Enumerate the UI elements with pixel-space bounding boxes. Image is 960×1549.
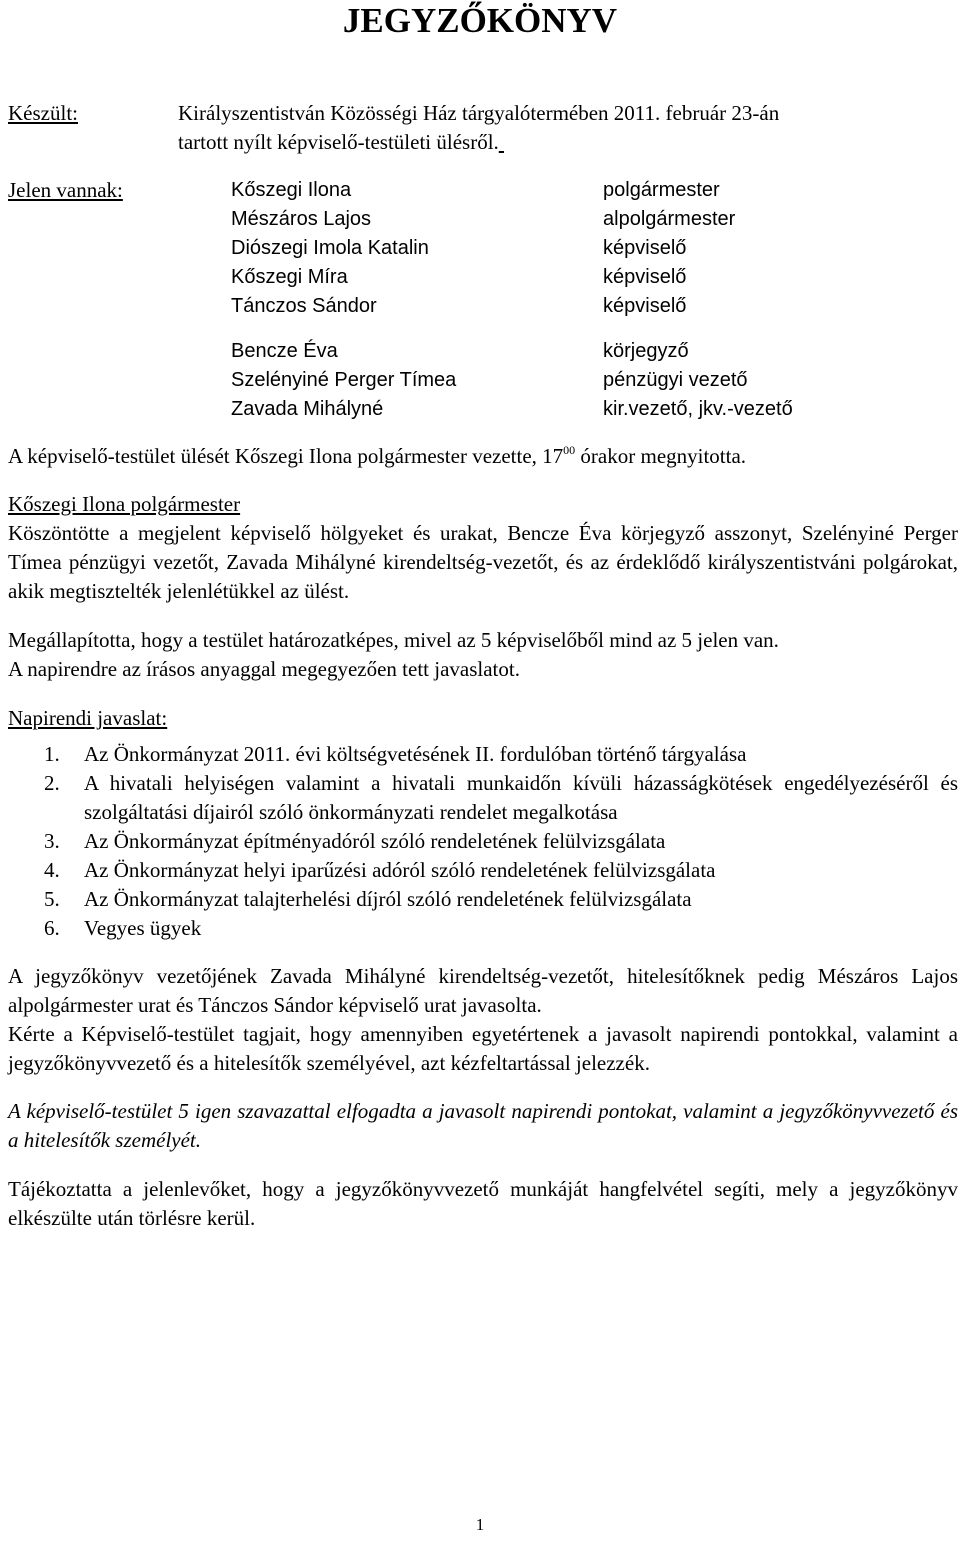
speaker-heading: Kőszegi Ilona polgármester xyxy=(8,492,241,516)
opening-text-end: órakor megnyitotta. xyxy=(575,444,747,468)
agenda-list xyxy=(8,740,958,943)
keszult-line-2-wrap xyxy=(178,128,504,157)
present-label: Jelen vannak: xyxy=(8,178,123,202)
request-paragraph: Kérte a Képviselő-testület tagjait, hogy amennyiben egyetértenek a javasolt napirendi pontokkal, valamint a jegyzőkönyvvezető és a hitelesítők személyével, azt kézfeltartással jelezzék. xyxy=(8,1022,958,1075)
agenda-item-number: 2. xyxy=(44,771,60,795)
agenda-item-number: 4. xyxy=(44,858,60,882)
member-role: képviselő xyxy=(603,295,687,317)
page-number: 1 xyxy=(475,1515,485,1534)
resolution-paragraph: A képviselő-testület 5 igen szavazattal elfogadta a javasolt napirendi pontokat, valamint a jegyzőkönyvvezető és a hitelesítők személyét. xyxy=(8,1099,958,1152)
quorum-line-1: Megállapította, hogy a testület határozatképes, mivel az 5 képviselőből mind az 5 jelen van. xyxy=(8,628,779,652)
agenda-item xyxy=(8,856,958,885)
document-title: JEGYZŐKÖNYV xyxy=(342,1,618,40)
staff-role: körjegyző xyxy=(603,340,689,362)
agenda-item-number: 1. xyxy=(44,742,60,766)
minutes-paragraph: A jegyzőkönyv vezetőjének Zavada Mihályné kirendeltség-vezetőt, hitelesítőknek pedig Mészáros Lajos alpolgármester urat és Tánczos Sándor képviselő urat javasolta. xyxy=(8,964,958,1017)
agenda-item-text: Az Önkormányzat 2011. évi költségvetésének II. fordulóban történő tárgyalása xyxy=(84,742,747,766)
agenda-item xyxy=(8,740,958,769)
member-name: Kőszegi Ilona xyxy=(231,179,352,201)
trailing-underline xyxy=(499,130,504,154)
member-name: Diószegi Imola Katalin xyxy=(231,237,429,259)
staff-name: Bencze Éva xyxy=(231,340,338,362)
staff-role: pénzügyi vezető xyxy=(603,369,748,391)
agenda-item-text: A hivatali helyiségen valamint a hivatali munkaidőn kívüli házasságkötések engedélyezéséről és szolgáltatási díjairól szóló önkormányzati rendelet megalkotása xyxy=(84,771,958,824)
member-name: Tánczos Sándor xyxy=(231,295,377,317)
agenda-item xyxy=(8,827,958,856)
member-role: alpolgármester xyxy=(603,208,736,230)
recording-paragraph: Tájékoztatta a jelenlevőket, hogy a jegyzőkönyvvezető munkáját hangfelvétel segíti, mely a jegyzőkönyv elkészülte után törlésre kerül. xyxy=(8,1177,958,1230)
opening-text: A képviselő-testület ülését Kőszegi Ilona polgármester vezette, 17 xyxy=(8,444,564,468)
welcome-paragraph: Köszöntötte a megjelent képviselő hölgyeket és urakat, Bencze Éva körjegyző asszonyt, Szelényiné Perger Tímea pénzügyi vezetőt, Zavada Mihályné kirendeltség-vezetőt, és az érdeklődő királyszentistváni polgárokat, akik megtisztelték jelenlétükkel az ülést. xyxy=(8,521,958,603)
quorum-line-2: A napirendre az írásos anyaggal megegyezően tett javaslatot. xyxy=(8,657,520,681)
member-name: Mészáros Lajos xyxy=(231,208,372,230)
agenda-item xyxy=(8,769,958,827)
agenda-item-number: 6. xyxy=(44,916,60,940)
opening-line xyxy=(8,442,746,471)
member-role: képviselő xyxy=(603,266,687,288)
staff-name: Szelényiné Perger Tímea xyxy=(231,369,457,391)
agenda-item-text: Az Önkormányzat helyi iparűzési adóról szóló rendeletének felülvizsgálata xyxy=(84,858,716,882)
agenda-item-number: 3. xyxy=(44,829,60,853)
agenda-item-number: 5. xyxy=(44,887,60,911)
agenda-item-text: Az Önkormányzat építményadóról szóló rendeletének felülvizsgálata xyxy=(84,829,666,853)
agenda-heading: Napirendi javaslat: xyxy=(8,706,168,730)
member-name: Kőszegi Míra xyxy=(231,266,348,288)
member-role: képviselő xyxy=(603,237,687,259)
member-role: polgármester xyxy=(603,179,720,201)
keszult-line-1: Királyszentistván Közösségi Ház tárgyalótermében 2011. február 23-án xyxy=(178,101,780,125)
keszult-label: Készült: xyxy=(8,101,78,125)
agenda-item-text: Az Önkormányzat talajterhelési díjról szóló rendeletének felülvizsgálata xyxy=(84,887,692,911)
agenda-item-text: Vegyes ügyek xyxy=(84,916,202,940)
agenda-item xyxy=(8,885,958,914)
opening-time-superscript: 00 xyxy=(563,443,576,457)
staff-name: Zavada Mihályné xyxy=(231,398,384,420)
staff-role: kir.vezető, jkv.-vezető xyxy=(603,398,793,420)
keszult-line-2: tartott nyílt képviselő-testületi ülésről. xyxy=(178,130,499,154)
agenda-item xyxy=(8,914,958,943)
